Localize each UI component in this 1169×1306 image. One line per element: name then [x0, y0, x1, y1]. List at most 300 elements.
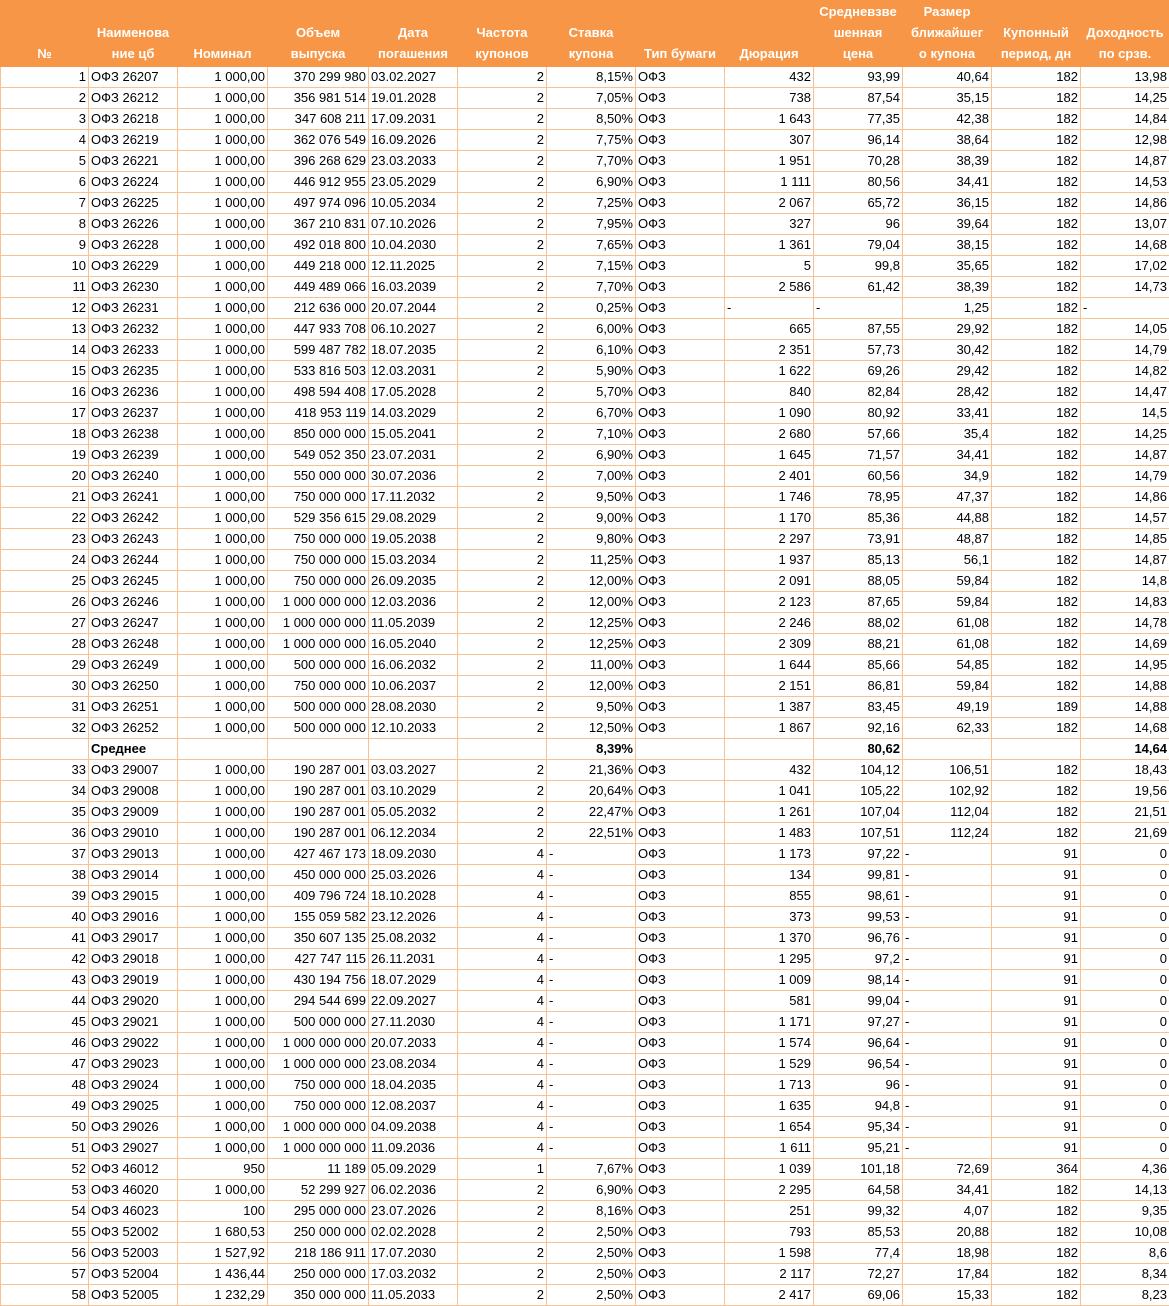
- bond-type-cell[interactable]: ОФЗ: [636, 571, 725, 592]
- bond-type-cell[interactable]: ОФЗ: [636, 592, 725, 613]
- avg-price-cell[interactable]: 77,35: [814, 109, 903, 130]
- yield-cell[interactable]: 0: [1081, 886, 1169, 907]
- coupon-frequency-cell[interactable]: 4: [458, 1054, 547, 1075]
- avg-price-cell[interactable]: 96: [814, 1075, 903, 1096]
- duration-cell[interactable]: 1 951: [725, 151, 814, 172]
- issue-volume-cell[interactable]: 367 210 831: [268, 214, 369, 235]
- bond-type-cell[interactable]: ОФЗ: [636, 151, 725, 172]
- issue-volume-cell[interactable]: 250 000 000: [268, 1222, 369, 1243]
- avg-price-cell[interactable]: 93,99: [814, 67, 903, 88]
- yield-cell[interactable]: 9,35: [1081, 1201, 1169, 1222]
- coupon-frequency-cell[interactable]: 2: [458, 676, 547, 697]
- duration-cell[interactable]: 1 645: [725, 445, 814, 466]
- coupon-rate-cell[interactable]: 9,80%: [547, 529, 636, 550]
- yield-cell[interactable]: 14,47: [1081, 382, 1169, 403]
- coupon-frequency-cell[interactable]: 2: [458, 781, 547, 802]
- bond-name-cell[interactable]: ОФЗ 26239: [89, 445, 178, 466]
- issue-volume-cell[interactable]: 190 287 001: [268, 760, 369, 781]
- coupon-period-cell[interactable]: 182: [992, 1264, 1081, 1285]
- duration-cell[interactable]: 2 246: [725, 613, 814, 634]
- bond-name-cell[interactable]: ОФЗ 46012: [89, 1159, 178, 1180]
- next-coupon-cell[interactable]: 59,84: [903, 571, 992, 592]
- row-number-cell[interactable]: 8: [1, 214, 89, 235]
- nominal-cell[interactable]: 1 000,00: [178, 718, 268, 739]
- avg-price-cell[interactable]: 99,32: [814, 1201, 903, 1222]
- bond-name-cell[interactable]: ОФЗ 46023: [89, 1201, 178, 1222]
- coupon-rate-cell[interactable]: 7,10%: [547, 424, 636, 445]
- yield-cell[interactable]: 14,86: [1081, 193, 1169, 214]
- coupon-period-cell[interactable]: 182: [992, 592, 1081, 613]
- yield-cell[interactable]: 21,51: [1081, 802, 1169, 823]
- next-coupon-cell[interactable]: 29,92: [903, 319, 992, 340]
- coupon-period-cell[interactable]: 182: [992, 424, 1081, 445]
- coupon-period-cell[interactable]: 182: [992, 214, 1081, 235]
- coupon-rate-cell[interactable]: 22,51%: [547, 823, 636, 844]
- duration-cell[interactable]: 1 643: [725, 109, 814, 130]
- issue-volume-cell[interactable]: 362 076 549: [268, 130, 369, 151]
- next-coupon-cell[interactable]: [903, 739, 992, 760]
- bond-type-cell[interactable]: ОФЗ: [636, 340, 725, 361]
- coupon-rate-cell[interactable]: 12,00%: [547, 592, 636, 613]
- coupon-frequency-cell[interactable]: 2: [458, 445, 547, 466]
- coupon-frequency-cell[interactable]: 4: [458, 1075, 547, 1096]
- nominal-cell[interactable]: 1 000,00: [178, 508, 268, 529]
- issue-volume-cell[interactable]: 1 000 000 000: [268, 1033, 369, 1054]
- avg-price-cell[interactable]: 57,66: [814, 424, 903, 445]
- row-number-cell[interactable]: 54: [1, 1201, 89, 1222]
- maturity-date-cell[interactable]: 11.09.2036: [369, 1138, 458, 1159]
- maturity-date-cell[interactable]: 25.03.2026: [369, 865, 458, 886]
- coupon-rate-cell[interactable]: -: [547, 1117, 636, 1138]
- coupon-frequency-cell[interactable]: 2: [458, 424, 547, 445]
- coupon-frequency-cell[interactable]: 4: [458, 1012, 547, 1033]
- coupon-frequency-cell[interactable]: 2: [458, 508, 547, 529]
- bond-name-cell[interactable]: ОФЗ 26249: [89, 655, 178, 676]
- coupon-period-cell[interactable]: 182: [992, 823, 1081, 844]
- coupon-frequency-cell[interactable]: 2: [458, 193, 547, 214]
- next-coupon-cell[interactable]: 106,51: [903, 760, 992, 781]
- bond-name-cell[interactable]: ОФЗ 26241: [89, 487, 178, 508]
- nominal-cell[interactable]: 1 000,00: [178, 361, 268, 382]
- issue-volume-cell[interactable]: 500 000 000: [268, 718, 369, 739]
- avg-price-cell[interactable]: 98,14: [814, 970, 903, 991]
- coupon-period-cell[interactable]: 189: [992, 697, 1081, 718]
- bond-type-cell[interactable]: ОФЗ: [636, 1201, 725, 1222]
- issue-volume-cell[interactable]: 599 487 782: [268, 340, 369, 361]
- col-frequency-header[interactable]: Частота купонов: [458, 1, 547, 67]
- yield-cell[interactable]: 14,53: [1081, 172, 1169, 193]
- yield-cell[interactable]: 14,8: [1081, 571, 1169, 592]
- avg-price-cell[interactable]: 85,13: [814, 550, 903, 571]
- avg-price-cell[interactable]: 87,55: [814, 319, 903, 340]
- next-coupon-cell[interactable]: -: [903, 1054, 992, 1075]
- bond-name-cell[interactable]: ОФЗ 29009: [89, 802, 178, 823]
- maturity-date-cell[interactable]: 11.05.2039: [369, 613, 458, 634]
- row-number-cell[interactable]: 30: [1, 676, 89, 697]
- coupon-period-cell[interactable]: 182: [992, 319, 1081, 340]
- bond-type-cell[interactable]: ОФЗ: [636, 823, 725, 844]
- coupon-period-cell[interactable]: 182: [992, 802, 1081, 823]
- coupon-rate-cell[interactable]: 12,00%: [547, 676, 636, 697]
- bond-name-cell[interactable]: ОФЗ 26212: [89, 88, 178, 109]
- yield-cell[interactable]: -: [1081, 298, 1169, 319]
- bond-type-cell[interactable]: ОФЗ: [636, 886, 725, 907]
- next-coupon-cell[interactable]: 4,07: [903, 1201, 992, 1222]
- row-number-cell[interactable]: [1, 739, 89, 760]
- yield-cell[interactable]: 14,05: [1081, 319, 1169, 340]
- bond-type-cell[interactable]: ОФЗ: [636, 844, 725, 865]
- maturity-date-cell[interactable]: 20.07.2044: [369, 298, 458, 319]
- duration-cell[interactable]: 1 295: [725, 949, 814, 970]
- coupon-frequency-cell[interactable]: 2: [458, 592, 547, 613]
- bond-type-cell[interactable]: ОФЗ: [636, 1138, 725, 1159]
- row-number-cell[interactable]: 43: [1, 970, 89, 991]
- avg-price-cell[interactable]: 97,2: [814, 949, 903, 970]
- coupon-rate-cell[interactable]: 6,00%: [547, 319, 636, 340]
- coupon-period-cell[interactable]: 182: [992, 88, 1081, 109]
- issue-volume-cell[interactable]: 427 467 173: [268, 844, 369, 865]
- nominal-cell[interactable]: 1 000,00: [178, 949, 268, 970]
- bond-type-cell[interactable]: ОФЗ: [636, 88, 725, 109]
- coupon-frequency-cell[interactable]: 2: [458, 361, 547, 382]
- nominal-cell[interactable]: 1 000,00: [178, 592, 268, 613]
- maturity-date-cell[interactable]: 29.08.2029: [369, 508, 458, 529]
- bond-type-cell[interactable]: ОФЗ: [636, 970, 725, 991]
- duration-cell[interactable]: 307: [725, 130, 814, 151]
- coupon-rate-cell[interactable]: -: [547, 886, 636, 907]
- coupon-frequency-cell[interactable]: [458, 739, 547, 760]
- bond-name-cell[interactable]: ОФЗ 52003: [89, 1243, 178, 1264]
- bond-name-cell[interactable]: ОФЗ 26245: [89, 571, 178, 592]
- bond-name-cell[interactable]: ОФЗ 29022: [89, 1033, 178, 1054]
- duration-cell[interactable]: 2 309: [725, 634, 814, 655]
- avg-price-cell[interactable]: 82,84: [814, 382, 903, 403]
- coupon-frequency-cell[interactable]: 2: [458, 1264, 547, 1285]
- bond-name-cell[interactable]: ОФЗ 26224: [89, 172, 178, 193]
- coupon-frequency-cell[interactable]: 2: [458, 571, 547, 592]
- nominal-cell[interactable]: 1 000,00: [178, 298, 268, 319]
- coupon-period-cell[interactable]: 182: [992, 1243, 1081, 1264]
- maturity-date-cell[interactable]: 05.05.2032: [369, 802, 458, 823]
- coupon-frequency-cell[interactable]: 2: [458, 235, 547, 256]
- maturity-date-cell[interactable]: 23.03.2033: [369, 151, 458, 172]
- next-coupon-cell[interactable]: 28,42: [903, 382, 992, 403]
- coupon-rate-cell[interactable]: 2,50%: [547, 1285, 636, 1306]
- maturity-date-cell[interactable]: 23.12.2026: [369, 907, 458, 928]
- duration-cell[interactable]: 2 351: [725, 340, 814, 361]
- row-number-cell[interactable]: 53: [1, 1180, 89, 1201]
- next-coupon-cell[interactable]: 30,42: [903, 340, 992, 361]
- next-coupon-cell[interactable]: -: [903, 1096, 992, 1117]
- duration-cell[interactable]: 432: [725, 760, 814, 781]
- yield-cell[interactable]: 14,87: [1081, 445, 1169, 466]
- bond-type-cell[interactable]: ОФЗ: [636, 1243, 725, 1264]
- issue-volume-cell[interactable]: 529 356 615: [268, 508, 369, 529]
- bond-name-cell[interactable]: Среднее: [89, 739, 178, 760]
- issue-volume-cell[interactable]: 449 218 000: [268, 256, 369, 277]
- maturity-date-cell[interactable]: 12.10.2033: [369, 718, 458, 739]
- maturity-date-cell[interactable]: 20.07.2033: [369, 1033, 458, 1054]
- nominal-cell[interactable]: 1 000,00: [178, 1012, 268, 1033]
- maturity-date-cell[interactable]: 26.11.2031: [369, 949, 458, 970]
- avg-price-cell[interactable]: 80,56: [814, 172, 903, 193]
- coupon-period-cell[interactable]: 182: [992, 655, 1081, 676]
- coupon-period-cell[interactable]: 182: [992, 466, 1081, 487]
- row-number-cell[interactable]: 4: [1, 130, 89, 151]
- next-coupon-cell[interactable]: 36,15: [903, 193, 992, 214]
- coupon-period-cell[interactable]: 182: [992, 235, 1081, 256]
- bond-type-cell[interactable]: ОФЗ: [636, 214, 725, 235]
- bond-type-cell[interactable]: ОФЗ: [636, 487, 725, 508]
- coupon-frequency-cell[interactable]: 2: [458, 466, 547, 487]
- avg-price-cell[interactable]: 60,56: [814, 466, 903, 487]
- yield-cell[interactable]: 14,5: [1081, 403, 1169, 424]
- coupon-period-cell[interactable]: 91: [992, 886, 1081, 907]
- coupon-rate-cell[interactable]: 11,00%: [547, 655, 636, 676]
- nominal-cell[interactable]: 1 527,92: [178, 1243, 268, 1264]
- bond-type-cell[interactable]: ОФЗ: [636, 781, 725, 802]
- yield-cell[interactable]: 14,78: [1081, 613, 1169, 634]
- row-number-cell[interactable]: 1: [1, 67, 89, 88]
- coupon-rate-cell[interactable]: -: [547, 1012, 636, 1033]
- next-coupon-cell[interactable]: 39,64: [903, 214, 992, 235]
- avg-price-cell[interactable]: 88,05: [814, 571, 903, 592]
- col-avg-price-header[interactable]: Средневзве шенная цена: [814, 1, 903, 67]
- row-number-cell[interactable]: 56: [1, 1243, 89, 1264]
- avg-price-cell[interactable]: 80,92: [814, 403, 903, 424]
- row-number-cell[interactable]: 46: [1, 1033, 89, 1054]
- next-coupon-cell[interactable]: 35,15: [903, 88, 992, 109]
- row-number-cell[interactable]: 22: [1, 508, 89, 529]
- next-coupon-cell[interactable]: -: [903, 886, 992, 907]
- coupon-frequency-cell[interactable]: 2: [458, 109, 547, 130]
- coupon-rate-cell[interactable]: 7,25%: [547, 193, 636, 214]
- duration-cell[interactable]: 1 261: [725, 802, 814, 823]
- yield-cell[interactable]: 14,84: [1081, 109, 1169, 130]
- nominal-cell[interactable]: 100: [178, 1201, 268, 1222]
- issue-volume-cell[interactable]: 750 000 000: [268, 1096, 369, 1117]
- yield-cell[interactable]: 0: [1081, 1138, 1169, 1159]
- duration-cell[interactable]: 2 295: [725, 1180, 814, 1201]
- avg-price-cell[interactable]: 94,8: [814, 1096, 903, 1117]
- bond-name-cell[interactable]: ОФЗ 26248: [89, 634, 178, 655]
- next-coupon-cell[interactable]: 72,69: [903, 1159, 992, 1180]
- coupon-period-cell[interactable]: 182: [992, 718, 1081, 739]
- avg-price-cell[interactable]: 85,66: [814, 655, 903, 676]
- next-coupon-cell[interactable]: 59,84: [903, 592, 992, 613]
- avg-price-cell[interactable]: 77,4: [814, 1243, 903, 1264]
- issue-volume-cell[interactable]: 750 000 000: [268, 571, 369, 592]
- yield-cell[interactable]: 14,95: [1081, 655, 1169, 676]
- avg-price-cell[interactable]: 88,02: [814, 613, 903, 634]
- row-number-cell[interactable]: 21: [1, 487, 89, 508]
- coupon-period-cell[interactable]: 182: [992, 298, 1081, 319]
- row-number-cell[interactable]: 24: [1, 550, 89, 571]
- maturity-date-cell[interactable]: 12.08.2037: [369, 1096, 458, 1117]
- duration-cell[interactable]: 1 039: [725, 1159, 814, 1180]
- yield-cell[interactable]: 0: [1081, 844, 1169, 865]
- row-number-cell[interactable]: 11: [1, 277, 89, 298]
- nominal-cell[interactable]: 1 000,00: [178, 970, 268, 991]
- row-number-cell[interactable]: 40: [1, 907, 89, 928]
- avg-price-cell[interactable]: 87,65: [814, 592, 903, 613]
- duration-cell[interactable]: -: [725, 298, 814, 319]
- coupon-frequency-cell[interactable]: 2: [458, 130, 547, 151]
- coupon-frequency-cell[interactable]: 4: [458, 970, 547, 991]
- coupon-period-cell[interactable]: 91: [992, 1054, 1081, 1075]
- duration-cell[interactable]: 840: [725, 382, 814, 403]
- nominal-cell[interactable]: 1 680,53: [178, 1222, 268, 1243]
- bond-name-cell[interactable]: ОФЗ 26228: [89, 235, 178, 256]
- next-coupon-cell[interactable]: 59,84: [903, 676, 992, 697]
- issue-volume-cell[interactable]: 450 000 000: [268, 865, 369, 886]
- row-number-cell[interactable]: 28: [1, 634, 89, 655]
- maturity-date-cell[interactable]: 15.03.2034: [369, 550, 458, 571]
- coupon-rate-cell[interactable]: 11,25%: [547, 550, 636, 571]
- issue-volume-cell[interactable]: 396 268 629: [268, 151, 369, 172]
- row-number-cell[interactable]: 17: [1, 403, 89, 424]
- issue-volume-cell[interactable]: 427 747 115: [268, 949, 369, 970]
- row-number-cell[interactable]: 34: [1, 781, 89, 802]
- duration-cell[interactable]: 1 111: [725, 172, 814, 193]
- yield-cell[interactable]: 8,23: [1081, 1285, 1169, 1306]
- yield-cell[interactable]: 14,79: [1081, 340, 1169, 361]
- bond-type-cell[interactable]: ОФЗ: [636, 298, 725, 319]
- coupon-rate-cell[interactable]: 7,75%: [547, 130, 636, 151]
- col-nominal-header[interactable]: Номинал: [178, 1, 268, 67]
- nominal-cell[interactable]: 1 000,00: [178, 382, 268, 403]
- row-number-cell[interactable]: 26: [1, 592, 89, 613]
- row-number-cell[interactable]: 19: [1, 445, 89, 466]
- row-number-cell[interactable]: 12: [1, 298, 89, 319]
- next-coupon-cell[interactable]: 54,85: [903, 655, 992, 676]
- bond-type-cell[interactable]: ОФЗ: [636, 277, 725, 298]
- nominal-cell[interactable]: 1 000,00: [178, 844, 268, 865]
- duration-cell[interactable]: 2 586: [725, 277, 814, 298]
- yield-cell[interactable]: 14,88: [1081, 697, 1169, 718]
- bond-name-cell[interactable]: ОФЗ 26251: [89, 697, 178, 718]
- bond-name-cell[interactable]: ОФЗ 29013: [89, 844, 178, 865]
- next-coupon-cell[interactable]: 38,39: [903, 151, 992, 172]
- row-number-cell[interactable]: 33: [1, 760, 89, 781]
- next-coupon-cell[interactable]: 38,64: [903, 130, 992, 151]
- yield-cell[interactable]: 0: [1081, 1033, 1169, 1054]
- row-number-cell[interactable]: 47: [1, 1054, 89, 1075]
- row-number-cell[interactable]: 18: [1, 424, 89, 445]
- duration-cell[interactable]: 2 297: [725, 529, 814, 550]
- col-coupon-rate-header[interactable]: Ставка купона: [547, 1, 636, 67]
- maturity-date-cell[interactable]: 11.05.2033: [369, 1285, 458, 1306]
- coupon-period-cell[interactable]: 91: [992, 1012, 1081, 1033]
- issue-volume-cell[interactable]: 750 000 000: [268, 487, 369, 508]
- duration-cell[interactable]: 5: [725, 256, 814, 277]
- bond-type-cell[interactable]: ОФЗ: [636, 865, 725, 886]
- coupon-period-cell[interactable]: 182: [992, 781, 1081, 802]
- bond-type-cell[interactable]: ОФЗ: [636, 1180, 725, 1201]
- col-maturity-header[interactable]: Дата погашения: [369, 1, 458, 67]
- duration-cell[interactable]: 1 090: [725, 403, 814, 424]
- coupon-period-cell[interactable]: [992, 739, 1081, 760]
- coupon-frequency-cell[interactable]: 2: [458, 634, 547, 655]
- next-coupon-cell[interactable]: 29,42: [903, 361, 992, 382]
- next-coupon-cell[interactable]: 34,41: [903, 445, 992, 466]
- yield-cell[interactable]: 0: [1081, 1054, 1169, 1075]
- row-number-cell[interactable]: 27: [1, 613, 89, 634]
- nominal-cell[interactable]: 1 000,00: [178, 487, 268, 508]
- maturity-date-cell[interactable]: 27.11.2030: [369, 1012, 458, 1033]
- coupon-rate-cell[interactable]: -: [547, 949, 636, 970]
- bond-name-cell[interactable]: ОФЗ 29020: [89, 991, 178, 1012]
- bond-name-cell[interactable]: ОФЗ 26242: [89, 508, 178, 529]
- next-coupon-cell[interactable]: 48,87: [903, 529, 992, 550]
- row-number-cell[interactable]: 15: [1, 361, 89, 382]
- issue-volume-cell[interactable]: 750 000 000: [268, 550, 369, 571]
- next-coupon-cell[interactable]: -: [903, 1075, 992, 1096]
- coupon-frequency-cell[interactable]: 4: [458, 844, 547, 865]
- nominal-cell[interactable]: 1 000,00: [178, 1117, 268, 1138]
- coupon-period-cell[interactable]: 182: [992, 403, 1081, 424]
- bond-type-cell[interactable]: ОФЗ: [636, 697, 725, 718]
- next-coupon-cell[interactable]: 17,84: [903, 1264, 992, 1285]
- row-number-cell[interactable]: 49: [1, 1096, 89, 1117]
- bond-type-cell[interactable]: ОФЗ: [636, 193, 725, 214]
- bond-type-cell[interactable]: ОФЗ: [636, 1054, 725, 1075]
- row-number-cell[interactable]: 39: [1, 886, 89, 907]
- maturity-date-cell[interactable]: 04.09.2038: [369, 1117, 458, 1138]
- nominal-cell[interactable]: 1 000,00: [178, 529, 268, 550]
- next-coupon-cell[interactable]: -: [903, 844, 992, 865]
- bond-type-cell[interactable]: ОФЗ: [636, 718, 725, 739]
- bond-name-cell[interactable]: ОФЗ 26235: [89, 361, 178, 382]
- nominal-cell[interactable]: 1 000,00: [178, 1096, 268, 1117]
- bond-name-cell[interactable]: ОФЗ 26219: [89, 130, 178, 151]
- row-number-cell[interactable]: 7: [1, 193, 89, 214]
- issue-volume-cell[interactable]: 750 000 000: [268, 676, 369, 697]
- nominal-cell[interactable]: 1 000,00: [178, 802, 268, 823]
- maturity-date-cell[interactable]: 15.05.2041: [369, 424, 458, 445]
- maturity-date-cell[interactable]: 25.08.2032: [369, 928, 458, 949]
- col-type-header[interactable]: Тип бумаги: [636, 1, 725, 67]
- avg-price-cell[interactable]: 107,04: [814, 802, 903, 823]
- coupon-rate-cell[interactable]: 7,67%: [547, 1159, 636, 1180]
- yield-cell[interactable]: 0: [1081, 991, 1169, 1012]
- next-coupon-cell[interactable]: -: [903, 1138, 992, 1159]
- bond-type-cell[interactable]: ОФЗ: [636, 130, 725, 151]
- avg-price-cell[interactable]: 104,12: [814, 760, 903, 781]
- row-number-cell[interactable]: 6: [1, 172, 89, 193]
- bond-name-cell[interactable]: ОФЗ 26221: [89, 151, 178, 172]
- bond-type-cell[interactable]: ОФЗ: [636, 235, 725, 256]
- maturity-date-cell[interactable]: 10.04.2030: [369, 235, 458, 256]
- bond-name-cell[interactable]: ОФЗ 29018: [89, 949, 178, 970]
- bond-name-cell[interactable]: ОФЗ 26238: [89, 424, 178, 445]
- maturity-date-cell[interactable]: 03.03.2027: [369, 760, 458, 781]
- issue-volume-cell[interactable]: 497 974 096: [268, 193, 369, 214]
- duration-cell[interactable]: 1 387: [725, 697, 814, 718]
- issue-volume-cell[interactable]: 155 059 582: [268, 907, 369, 928]
- issue-volume-cell[interactable]: 11 189: [268, 1159, 369, 1180]
- bond-type-cell[interactable]: ОФЗ: [636, 1117, 725, 1138]
- issue-volume-cell[interactable]: 295 000 000: [268, 1201, 369, 1222]
- issue-volume-cell[interactable]: 190 287 001: [268, 802, 369, 823]
- coupon-period-cell[interactable]: 91: [992, 907, 1081, 928]
- avg-price-cell[interactable]: -: [814, 298, 903, 319]
- avg-price-cell[interactable]: 64,58: [814, 1180, 903, 1201]
- issue-volume-cell[interactable]: 750 000 000: [268, 1075, 369, 1096]
- next-coupon-cell[interactable]: 35,4: [903, 424, 992, 445]
- maturity-date-cell[interactable]: 02.02.2028: [369, 1222, 458, 1243]
- col-name-header[interactable]: Наименова ние цб: [89, 1, 178, 67]
